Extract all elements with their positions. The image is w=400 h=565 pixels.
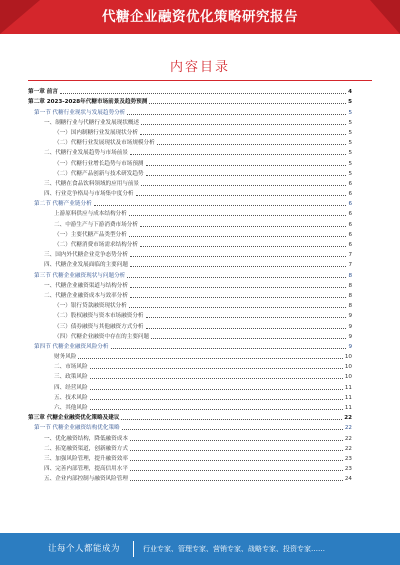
toc-entry-text: 第三章 代糖企业融资优化策略及建议 — [28, 415, 120, 422]
header-bar — [0, 0, 400, 34]
toc-entry-text: （二）股权融资与资本市场融资分析 — [54, 313, 144, 320]
toc-entry-page: 6 — [348, 191, 352, 198]
toc-entry-text: （二）代糖行业发展现状及市场规模分析 — [54, 140, 155, 147]
toc-leader-dots — [130, 154, 347, 155]
toc-leader-dots — [146, 317, 347, 318]
toc-entry-text: 四、行业竞争格局与市场集中度分析 — [44, 191, 134, 198]
toc-entry-page: 5 — [348, 119, 352, 126]
toc-entry-page: 10 — [344, 354, 352, 361]
toc-leader-dots — [127, 277, 346, 278]
toc-entry-text: 第二节 代糖产业链分析 — [34, 201, 92, 208]
toc-leader-dots — [129, 307, 347, 308]
footer-divider — [133, 541, 134, 557]
toc-leader-dots — [141, 185, 346, 186]
toc-entry-text: 第二章 2023-2028年代糖市场前景及趋势预测 — [28, 99, 148, 106]
toc-entry-page: 7 — [348, 262, 352, 269]
toc-list — [28, 86, 352, 483]
toc-leader-dots — [90, 399, 343, 400]
toc-entry-page: 9 — [348, 313, 352, 320]
toc-leader-dots — [151, 338, 346, 339]
toc-leader-dots — [90, 409, 343, 410]
toc-entry[interactable] — [28, 361, 352, 371]
toc-entry[interactable] — [28, 249, 352, 259]
toc-entry[interactable] — [28, 473, 352, 483]
toc-leader-dots — [90, 389, 343, 390]
toc-leader-dots — [94, 205, 347, 206]
toc-entry-text: 一、优化融资结构，降低融资成本 — [44, 435, 128, 442]
toc-leader-dots — [121, 419, 342, 420]
toc-entry[interactable] — [28, 208, 352, 218]
toc-divider — [28, 80, 372, 81]
toc-entry-text: 第一节 代糖行业现状与发展趋势分析 — [34, 109, 126, 116]
toc-entry-page: 6 — [348, 201, 352, 208]
toc-leader-dots — [146, 165, 347, 166]
toc-leader-dots — [129, 215, 347, 216]
toc-entry-page: 6 — [348, 242, 352, 248]
toc-entry-text: 二、代糖行业发展趋势与市场前景 — [44, 150, 128, 157]
toc-entry-text: 四、代糖企业发展面临的主要问题 — [44, 262, 128, 269]
toc-entry-page: 8 — [348, 303, 352, 310]
toc-entry-page: 22 — [344, 415, 352, 422]
toc-entry[interactable] — [28, 392, 352, 402]
toc-entry-text: 三、国内外代糖企业竞争态势分析 — [44, 252, 128, 259]
toc-entry-page: 23 — [344, 466, 352, 473]
footer-slogan-right: 行业专家、管理专家、营销专家、战略专家、投资专家…… — [143, 545, 325, 553]
toc-leader-dots — [90, 368, 343, 369]
toc-leader-dots — [130, 470, 343, 471]
toc-entry-text: 三、加强风险管理，提升融资效率 — [44, 455, 128, 462]
toc-leader-dots — [130, 460, 343, 461]
toc-leader-dots — [140, 226, 347, 227]
toc-entry[interactable] — [28, 178, 352, 188]
toc-entry-page: 9 — [348, 323, 352, 330]
toc-entry[interactable] — [28, 422, 352, 432]
toc-entry[interactable] — [28, 96, 352, 106]
toc-entry-text: 第一节 代糖企业融资结构优化策略 — [34, 425, 120, 432]
toc-entry-text: 一、制糖行业与代糖行业发展现状概述 — [44, 119, 140, 126]
toc-entry[interactable] — [28, 290, 352, 300]
toc-entry-text: （一）国内制糖行业发展现状分析 — [54, 129, 138, 136]
toc-entry[interactable] — [28, 341, 352, 351]
toc-entry[interactable] — [28, 320, 352, 330]
toc-entry-page: 5 — [348, 99, 352, 106]
toc-entry[interactable] — [28, 351, 352, 361]
toc-entry-page: 22 — [344, 445, 352, 452]
toc-entry-page: 24 — [344, 476, 352, 483]
toc-leader-dots — [111, 348, 347, 349]
toc-entry-text: （三）债券融资与其他融资方式分析 — [54, 323, 144, 330]
toc-entry-text: （一）银行贷款融资现状分析 — [54, 303, 127, 310]
toc-entry[interactable] — [28, 412, 352, 422]
toc-entry-text: 财务风险 — [54, 354, 77, 361]
toc-entry-page: 9 — [348, 333, 352, 340]
toc-entry-text: （二）代糖消费市场需求结构分析 — [54, 242, 138, 248]
toc-entry[interactable] — [28, 218, 352, 228]
toc-entry[interactable] — [28, 198, 352, 208]
toc-entry[interactable] — [28, 402, 352, 412]
toc-entry[interactable] — [28, 331, 352, 341]
toc-entry-text: 第四节 代糖企业融资风险分析 — [34, 343, 109, 350]
toc-entry[interactable] — [28, 229, 352, 239]
toc-leader-dots — [130, 440, 343, 441]
toc-entry-page: 4 — [348, 89, 352, 96]
toc-entry[interactable] — [28, 188, 352, 198]
toc-entry-text: 六、其他风险 — [54, 405, 88, 411]
toc-leader-dots — [78, 358, 342, 359]
toc-leader-dots — [129, 236, 347, 237]
toc-entry[interactable] — [28, 280, 352, 290]
toc-leader-dots — [130, 297, 347, 298]
toc-entry[interactable] — [28, 157, 352, 167]
toc-leader-dots — [149, 103, 346, 104]
toc-leader-dots — [141, 124, 346, 125]
toc-entry-page: 8 — [348, 282, 352, 289]
toc-leader-dots — [157, 144, 347, 145]
toc-entry[interactable] — [28, 269, 352, 279]
toc-entry-text: 二、拓宽融资渠道，创新融资方式 — [44, 445, 128, 452]
toc-entry-text: （一）代糖行业增长趋势与市场预测 — [54, 160, 144, 167]
toc-leader-dots — [136, 195, 347, 196]
toc-entry-page: 8 — [348, 272, 352, 279]
toc-entry-text: 三、代糖在食品饮料领域的应用与前景 — [44, 180, 140, 187]
toc-entry-page: 5 — [348, 140, 352, 147]
toc-entry-text: 第一章 前言 — [28, 89, 58, 96]
toc-leader-dots — [130, 266, 347, 267]
toc-entry[interactable] — [28, 371, 352, 381]
toc-entry-text: （一）主要代糖产品类型分析 — [54, 231, 127, 238]
toc-entry[interactable] — [28, 310, 352, 320]
toc-leader-dots — [60, 93, 346, 94]
toc-leader-dots — [146, 175, 347, 176]
toc-entry-page: 9 — [348, 343, 352, 350]
toc-entry-text: 三、政策风险 — [54, 374, 88, 381]
toc-entry[interactable] — [28, 86, 352, 96]
toc-entry-text: 五、技术风险 — [54, 394, 88, 401]
toc-leader-dots — [140, 134, 347, 135]
toc-entry-page: 10 — [344, 374, 352, 381]
toc-entry-page: 11 — [344, 394, 352, 401]
toc-entry-page: 5 — [348, 160, 352, 167]
toc-leader-dots — [130, 287, 347, 288]
toc-leader-dots — [130, 480, 343, 481]
toc-leader-dots — [90, 378, 343, 379]
toc-leader-dots — [130, 450, 343, 451]
toc-entry-page: 6 — [348, 231, 352, 238]
toc-entry[interactable] — [28, 168, 352, 178]
toc-entry-page: 5 — [348, 150, 352, 157]
toc-entry-text: 一、代糖企业融资渠道与结构分析 — [44, 282, 128, 289]
toc-entry-page: 10 — [344, 364, 352, 371]
toc-entry[interactable] — [28, 127, 352, 137]
toc-entry-text: 五、企业内部控制与融资风险管理 — [44, 476, 128, 483]
footer-bar — [0, 533, 400, 565]
toc-entry[interactable] — [28, 381, 352, 391]
toc-entry-page: 6 — [348, 221, 352, 228]
toc-entry-page: 7 — [348, 252, 352, 259]
toc-entry-text: 四、经营风险 — [54, 384, 88, 391]
toc-entry-page: 6 — [348, 180, 352, 187]
toc-title: 内容目录 — [169, 60, 230, 75]
toc-entry-text: （二）代糖产品创新与技术研发趋势 — [54, 170, 144, 177]
toc-entry-text: 二、代糖企业融资成本与效率分析 — [44, 292, 128, 299]
toc-entry-page: 23 — [344, 455, 352, 462]
toc-entry[interactable] — [28, 300, 352, 310]
toc-entry-page: 5 — [348, 170, 352, 177]
toc-entry[interactable] — [28, 443, 352, 453]
toc-entry-text: 二、中游生产与下游消费市场分析 — [54, 221, 138, 228]
report-title: 代糖企业融资优化策略研究报告 — [102, 9, 298, 25]
toc-entry[interactable] — [28, 117, 352, 127]
toc-entry[interactable] — [28, 106, 352, 116]
toc-leader-dots — [122, 429, 343, 430]
toc-entry-text: 四、完善内部管理，提高信用水平 — [44, 466, 128, 473]
footer-slogan-left: 让每个人都能成为 — [48, 544, 121, 554]
toc-entry[interactable] — [28, 147, 352, 157]
toc-leader-dots — [140, 246, 347, 247]
toc-entry-page: 5 — [348, 129, 352, 136]
toc-entry-text: 上游原料供应与成本结构分析 — [54, 211, 127, 218]
toc-leader-dots — [130, 256, 347, 257]
toc-leader-dots — [146, 328, 347, 329]
toc-entry-text: （四）代糖企业融资中存在的主要问题 — [54, 333, 150, 340]
toc-entry[interactable] — [28, 432, 352, 442]
toc-entry[interactable] — [28, 463, 352, 473]
toc-entry-text: 第三节 代糖企业融资现状与问题分析 — [34, 272, 126, 279]
toc-entry-page: 22 — [344, 435, 352, 442]
toc-entry-page: 8 — [348, 292, 352, 299]
toc-leader-dots — [127, 114, 346, 115]
toc-entry[interactable] — [28, 239, 352, 249]
toc-entry-page: 5 — [348, 109, 352, 116]
toc-entry-page: 11 — [344, 405, 352, 411]
toc-entry-text: 二、市场风险 — [54, 364, 88, 371]
toc-entry[interactable] — [28, 137, 352, 147]
toc-entry-page: 6 — [348, 211, 352, 218]
toc-entry-page: 22 — [344, 425, 352, 432]
toc-entry[interactable] — [28, 259, 352, 269]
toc-entry[interactable] — [28, 453, 352, 463]
toc-entry-page: 11 — [344, 384, 352, 391]
